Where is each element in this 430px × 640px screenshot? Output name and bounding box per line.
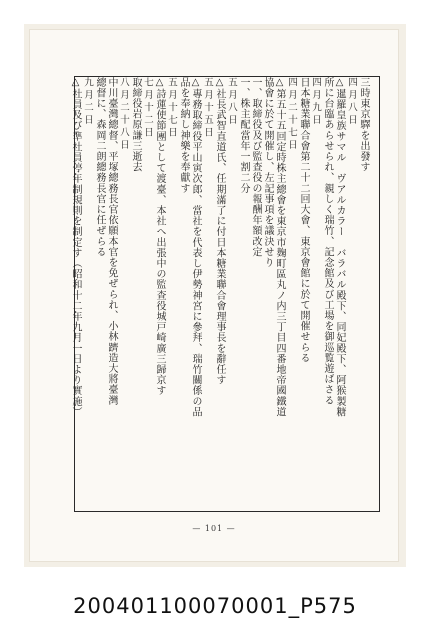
text-column: △專務取締役平山寅次郎、當社を代表し伊勢神宮に參拜、瑞竹關係の品: [190, 77, 201, 418]
text-column: 所に台臨あらせられ、親しく瑞竹、記念館及び工場を御巡覧遊ばさる: [322, 77, 333, 406]
text-column: 日本糖業聯合會第二十二回大會、東京會館に於て開催せらる: [298, 77, 309, 364]
text-column: △社員及び準社員停年制規則を制定す（昭和十二年九月一日より實施）: [70, 77, 81, 418]
date-column: 九月二日: [82, 77, 93, 127]
scanned-page: [24, 24, 406, 567]
text-column: 總督に、森岡二朗總務長官に任ぜらる: [94, 77, 105, 258]
text-column: △第五十五回定時株主總會を東京市麹町區丸ノ内三丁目四番地帝國鐵道: [274, 77, 285, 418]
text-column: 一、株主配當年一割二分: [238, 77, 249, 194]
date-column: 七月十二日: [142, 77, 153, 140]
date-column: 五月十七日: [166, 77, 177, 140]
text-column: 協會に於て開催し、左記事項を議決せり: [262, 77, 273, 268]
text-column: △詩蓮使節團として渡臺、本社へ出張中の監查役城戸崎廣三歸京す: [154, 77, 165, 396]
text-column: 三時東京驛を出發す: [358, 77, 369, 173]
text-column: 中川臺灣總督、平塚總務長官依願本官を免ぜられ、小林躋造大將臺灣: [106, 77, 117, 406]
image-caption: 200401100070001_P575: [73, 594, 357, 618]
text-column: 取締役岩原謙三逝去: [130, 77, 141, 173]
date-column: 四月八日: [346, 77, 357, 127]
date-column: 四月九日: [310, 77, 321, 127]
paper-sheet: [30, 30, 398, 561]
date-column: 五月八日: [226, 77, 237, 127]
date-column: 八月二十八日: [118, 77, 129, 152]
text-column: △暹羅皇族サマル ヴアルカラー バラバル殿下、同妃殿下、阿猴製糖: [334, 77, 345, 418]
text-column: 一、取締役及び監查役の報酬年額改定: [250, 77, 261, 258]
text-column: △社長武智直道氏、任期滿了に付日本糖業聯合會理事長を辭任す: [214, 77, 225, 386]
page-number: — 101 —: [192, 524, 236, 533]
text-column: 品を奉納し神樂を奉獻す: [178, 77, 189, 194]
date-column: 四月二十七日: [286, 77, 297, 152]
text-frame: [70, 76, 380, 512]
date-column: 五月十五日: [202, 77, 213, 140]
